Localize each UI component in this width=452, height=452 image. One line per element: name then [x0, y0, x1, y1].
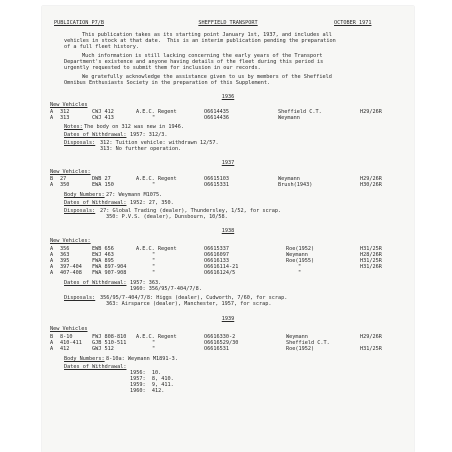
intro-line: Omnibus Enthusiasts Society in the preparation of this Supplement. [64, 80, 271, 86]
body-numbers-text: 8-10a: Weymann M1891-3. [106, 356, 178, 362]
new-vehicles-heading: New Vehicles [50, 326, 88, 332]
withdrawal-label: Dates of Withdrawal: [64, 364, 127, 370]
withdrawal-line: 1956: 10. [130, 370, 162, 376]
disposal-line: 363: Airsparce (dealer), Manchester, 1957, for scrap. [106, 301, 272, 307]
new-vehicles-heading: New Vehicles: [50, 238, 91, 244]
intro-line: This publication takes as its starting point January 1st, 1937, and includes all [82, 32, 332, 38]
body-numbers-text: 27: Weymann M1075. [106, 192, 163, 198]
intro-line: Much information is still lacking concerning the early years of the Transport [82, 53, 323, 59]
disposal-line: 312: Tuition vehicle: withdrawn 12/57. [100, 140, 219, 146]
disposals-label: Disposals: [64, 208, 96, 214]
new-vehicles-heading: New Vehicles: [50, 169, 91, 175]
intro-line: We gratefully acknowledge the assistance given to us by members of the Sheffield [82, 74, 332, 80]
disposal-line: 356/95/7-404/7/8: Higgs (dealer), Cudworth, 7/60, for scrap. [100, 295, 288, 301]
intro-line: of a full fleet history. [64, 44, 139, 50]
notes-text: The body on 312 was new in 1946. [84, 124, 184, 130]
withdrawal-line: 1960: 412. [130, 388, 165, 394]
intro-line: urgently requested to submit them for inclusion in our records. [64, 65, 261, 71]
disposals-label: Disposals: [64, 140, 96, 146]
withdrawal-line: 1960: 356/95/7-404/7/8. [130, 286, 202, 292]
publication-number: PUBLICATION P7/B [54, 20, 104, 26]
withdrawal-text: 1957: 312/3. [130, 132, 168, 138]
withdrawal-label: Dates of Withdrawal: [64, 132, 127, 138]
withdrawal-line: 1957: 363. [130, 280, 162, 286]
disposal-line: 350: P.V.S. (dealer), Dunsbourn, 10/58. [106, 214, 228, 220]
section-year-1939: 1939 [221, 316, 235, 322]
withdrawal-line: 1959: 9, 411. [130, 382, 174, 388]
new-vehicles-heading: New Vehicles [50, 102, 88, 108]
document-page: PUBLICATION P7/B SHEFFIELD TRANSPORT OCTOBER 1971 This publication takes as its starting point January 1st, 1937, and includes all vehicles in stock at that date. This is an interim publication pending the preparation of a full fleet history. Much information is still lacking concerning the early years of the Transport Department's existence and anyone having details of the fleet during this period is urgently requested to submit them for inclusion in our records. We gratefully acknowledge the assistance given to us by members of the Sheffield Omnibus Enthusiasts Society in the preparation of this Supplement. 1936 New Vehicles A 312 CWJ 412 A.E.C. Regent O6614435 Sheffield C.T. H29/26R A 313 CWJ 413 " O6614436 Weymann Notes: The body on 312 was new in 1946. Dates of Withdrawal: 1957: 312/3. Disposals: 312: Tuition vehicle: withdrawn 12/57. 313: No further operation. 1937 New Vehicles: B 27 DWB 27 A.E.C. Regent O6615103 Weymann H29/26R A 350 EWA 150 " O6615331 Brush(1943) H30/26R Body Numbers: 27: Weymann M1075. Dates of Withdrawal: 1952: 27, 350. Disposals: 27: Global Trading (dealer), Thundersley, 1/52, for scrap. 350: P.V.S. (dealer), Dunsbourn, 10/58. 1938 New Vehicles: A 356 EWB 656 A.E.C. Regent O6615337 Roe(1952) H31/25R A 363 EWJ 463 " O6616097 Weymann H28/26R A 395 FWA 895 " O6616133 Roe(1955) H31/25R A 397-404 FWA 897-904 " O6616114-21 " H31/26R A 407-408 FWA 907-908 " O6616124/5 " Dates of Withdrawal: 1957: 363. 1960: 356/95/7-404/7/8. Disposals: 356/95/7-404/7/8: Higgs (dealer), Cudworth, 7/60, for scrap. 363: Airsparce (dealer), Manchester, 1957, for scrap. 1939 New Vehicles B 8-10 FWJ 808-810 A.E.C. Regent O6616330-2 Weymann H29/26R A 410-411 GJB 510-511 " O6616529/30 Sheffield C.T. A 412 GWJ 512 " O6616531 Roe(1952) H31/25R Body Numbers: 8-10a: Weymann M1891-3. Dates of Withdrawal: 1956: 10. 1957: 8, 410. 1959: 9, 411. 1960: 412. [42, 6, 414, 452]
disposal-line: 313: No further operation. [100, 146, 182, 152]
withdrawal-label: Dates of Withdrawal: [64, 280, 127, 286]
disposals-label: Disposals: [64, 295, 96, 301]
body-numbers-label: Body Numbers: [64, 192, 105, 198]
section-year-1938: 1938 [221, 228, 235, 234]
section-year-1936: 1936 [221, 94, 235, 100]
withdrawal-line: 1957: 8, 410. [130, 376, 174, 382]
disposal-line: 27: Global Trading (dealer), Thundersley, 1/52, for scrap. [100, 208, 282, 214]
notes-label: Notes: [64, 124, 83, 130]
section-year-1937: 1937 [221, 160, 235, 166]
withdrawal-text: 1952: 27, 350. [130, 200, 174, 206]
body-numbers-label: Body Numbers: [64, 356, 105, 362]
document-date: OCTOBER 1971 [334, 20, 372, 26]
withdrawal-label: Dates of Withdrawal: [64, 200, 127, 206]
document-title: SHEFFIELD TRANSPORT [198, 20, 258, 26]
intro-line: vehicles in stock at that date. This is an interim publication pending the preparation [64, 38, 336, 44]
intro-line: Department's existence and anyone having details of the fleet during this period is [64, 59, 324, 65]
